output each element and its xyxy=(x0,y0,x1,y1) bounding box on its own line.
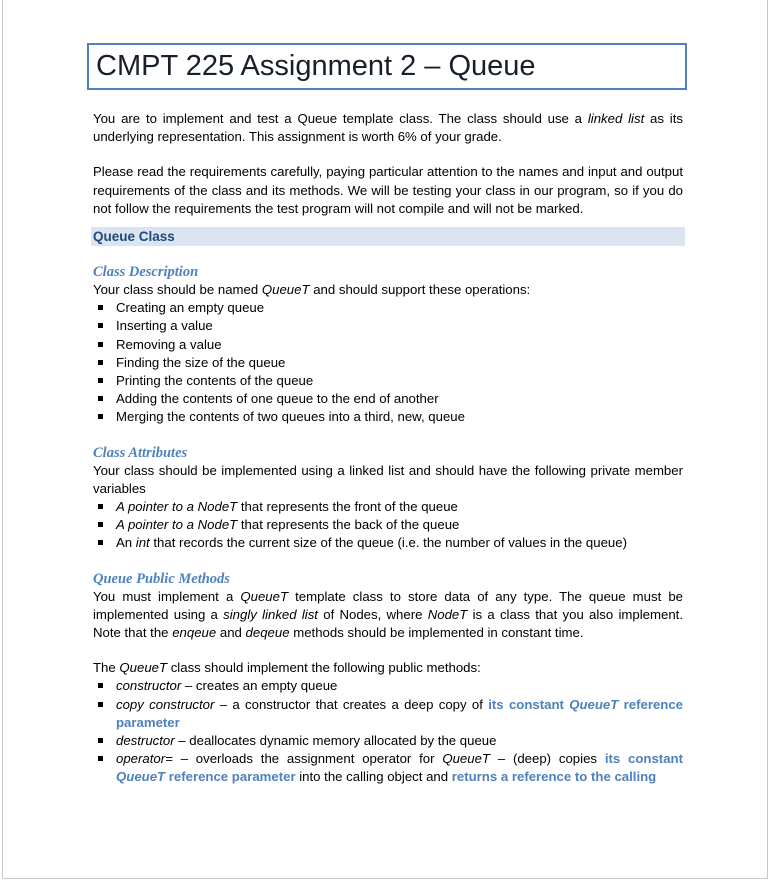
list-item: Creating an empty queue xyxy=(93,299,683,317)
intro-paragraph-1 xyxy=(93,110,683,146)
intro-paragraph-2: Please read the requirements carefully, paying particular attention to the names and input and output requirements of the class and its methods. We will be testing your class in our program, so if you do not follow the requirements the test program will not compile and will not be marked. xyxy=(93,164,683,216)
list-item: Merging the contents of two queues into a third, new, queue xyxy=(93,408,683,426)
methods-list xyxy=(93,677,683,786)
intro-text-linked-list: linked list xyxy=(587,111,645,126)
document-page xyxy=(2,0,768,879)
list-item: A pointer to a NodeT that represents the back of the queue xyxy=(93,516,683,534)
public-methods-heading: Queue Public Methods xyxy=(93,570,230,587)
document-body xyxy=(93,110,683,787)
public-methods-paragraph-2: The QueueT class should implement the following public methods: xyxy=(93,660,481,676)
list-item: Inserting a value xyxy=(93,317,683,335)
class-description-text: Your class should be named QueueT and should support these operations: xyxy=(93,282,531,298)
class-attributes-text: Your class should be implemented using a linked list and should have the following private member variables xyxy=(93,462,683,496)
class-description-heading: Class Description xyxy=(93,264,199,281)
operations-list xyxy=(93,299,683,426)
list-item: destructor – deallocates dynamic memory allocated by the queue xyxy=(93,732,683,750)
list-item: constructor – creates an empty queue xyxy=(93,677,683,695)
attributes-list xyxy=(93,498,683,553)
list-item: Printing the contents of the queue xyxy=(93,372,683,390)
list-item: Finding the size of the queue xyxy=(93,354,683,372)
public-methods-paragraph-1: You must implement a QueueT template class to store data of any type. The queue must be implemented using a singly linked list of Nodes, where NodeT is a class that you also implement. Note that the enqeue and deqeue methods should be implemented in constant time. xyxy=(93,588,684,641)
intro-text-a: You are to implement and test a Queue template class. The class should use a xyxy=(93,111,588,126)
list-item: operator= – overloads the assignment operator for QueueT – (deep) copies its constant QueueT reference parameter into the calling object and returns a reference to the calling xyxy=(93,750,683,786)
list-item: copy constructor – a constructor that creates a deep copy of its constant QueueT reference parameter xyxy=(93,696,683,732)
intro-text-c: as its underlying representation. This assignment is worth 6% of your grade. xyxy=(93,111,683,145)
class-attributes-heading: Class Attributes xyxy=(93,444,188,461)
page-title: CMPT 225 Assignment 2 – Queue xyxy=(87,43,687,90)
section-heading-queue-class: Queue Class xyxy=(91,227,685,246)
list-item: Removing a value xyxy=(93,336,683,354)
list-item: An int that records the current size of the queue (i.e. the number of values in the queue) xyxy=(93,534,683,552)
list-item: A pointer to a NodeT that represents the front of the queue xyxy=(93,498,683,516)
list-item: Adding the contents of one queue to the end of another xyxy=(93,390,683,408)
